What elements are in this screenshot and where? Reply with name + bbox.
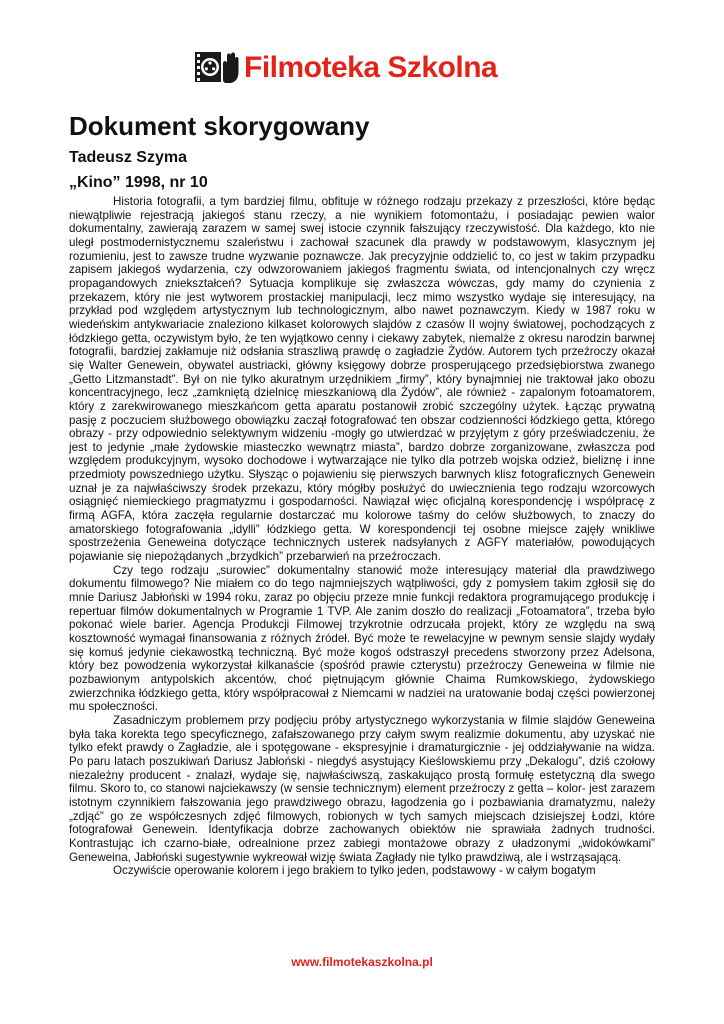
paragraph-1: Historia fotografii, a tym bardziej filmu, obfituje w różnego rodzaju przekazy z przeszłości, które będąc niewątpliwie rejestracją jakiegoś stanu rzeczy, a nie wynikiem fotomontażu, i posiadając pewien walor dokumentalny, zawierają zarazem w samej swej istocie czynnik fałszujący rzeczywistość. Dla każdego, kto nie uległ postmodernistycznemu szaleństwu i zachował szacunek dla prawdy w podstawowym, klasycznym jej rozumieniu, jest to zawsze trudne wyzwanie poznawcze. Jak precyzyjnie oddzielić to, co jest w takim przypadku zapisem jakiegoś wydarzenia, czy odwzorowaniem jakiegoś fragmentu świata, od intencjonalnych czy wręcz propagandowych zniekształceń? Sytuacja komplikuje się zwłaszcza wówczas, gdy mamy do czynienia z przekazem, który nie jest wytworem prostackiej manipulacji, lecz mimo wszystko wydaje się interesujący, na przykład pod względem artystycznym lub technologicznym, albo nawet poznawczym. Kiedy w 1987 roku w wiedeńskim antykwariacie znaleziono kilkaset kolorowych slajdów z czasów II wojny światowej, pochodzących z łódzkiego getta, oczywistym było, że ten wyjątkowo cenny i ciekawy zabytek, niemalże z okresu narodzin barwnej fotografii, bardziej zakłamuje niż odsłania straszliwą prawdę o zagładzie Żydów. Autorem tych przeźroczy okazał się Walter Genewein, obywatel austriacki, główny księgowy dobrze prosperującego przedsiębiorstwa zwanego „Getto Litzmanstadt”. Był on nie tylko akuratnym urzędnikiem „firmy”, który bynajmniej nie traktował jako obozu koncentracyjnego, lecz „zamkniętą dzielnicę mieszkaniową dla Żydów”, ale również - zapalonym fotoamatorem, który z zarekwirowanego mieszkańcom getta aparatu postanowił zrobić szczególny użytek. Łącząc prywatną pasję z poczuciem służbowego obowiązku zaczął fotografować ten obszar codzienności łódzkiego getta, którego obrazy - przy odpowiednio selektywnym widzeniu -mogły go utwierdzać w przyjętym z góry przeświadczeniu, że jest to jedynie „małe żydowskie miasteczko wewnątrz miasta”, bardzo dobrze zorganizowane, zwłaszcza pod względem produkcyjnym, wysoko dochodowe i wytwarzające nie tylko dla potrzeb wojska odzież, bieliznę i inne przedmioty powszedniego użytku. Słysząc o pojawieniu się pierwszych barwnych klisz fotograficznych Genewein uznał je za najwłaściwszy środek przekazu, który mógłby posłużyć do uwiecznienia tego rodzaju wzorcowych osiągnięć niemieckiego pragmatyzmu i gospodarności. Nawiązał więc oficjalną korespondencję i współpracę z firmą AGFA, która zaczęła regularnie dostarczać mu kolorowe taśmy do celów służbowych, to znaczy do amatorskiego fotografowania „idylli” łódzkiego getta. W korespondencji tej osobne miejsce zajęły wnikliwe spostrzeżenia Geneweina dotyczące technicznych usterek nadsyłanych z AGFY materiałów, powodujących pojawianie się niepożądanych „brzydkich” przebarwień na przeźroczach.: [69, 195, 655, 564]
paragraph-2: Czy tego rodzaju „surowiec” dokumentalny stanowić może interesujący materiał dla prawdziwego dokumentu filmowego? Nie miałem co do tego najmniejszych wątpliwości, gdy z pomysłem takim zgłosił się do mnie Dariusz Jabłoński w 1994 roku, zaraz po objęciu przeze mnie funkcji redaktora programującego produkcję i repertuar filmów dokumentalnych w Programie 1 TVP. Ale zanim doszło do realizacji „Fotoamatora”, trzeba było pokonać wiele barier. Agencja Produkcji Filmowej trzykrotnie odrzucała projekt, który ze względu na swą kosztowność wymagał finansowania z różnych źródeł. Być może te rewelacyjne w pewnym sensie slajdy wydały się komuś jedynie ciekawostką techniczną. Być może kogoś odstraszył precedens stworzony przez Adelsona, który bez powodzenia wykorzystał kilkanaście (spośród prawie czterystu) przeźroczy Geneweina w filmie nie pozbawionym antypolskich akcentów, choć piętnującym głównie Chaima Rumkowskiego, żydowskiego zwierzchnika łódzkiego getta, który współpracował z Niemcami w nadziei na uratowanie bodaj części powierzonej mu społeczności.: [69, 563, 655, 714]
film-reel-hand-icon: [192, 50, 240, 86]
article-source: „Kino” 1998, nr 10: [69, 174, 208, 191]
article-title: Dokument skorygowany: [69, 111, 370, 141]
brand-logo-text: Filmoteka Szkolna: [244, 51, 498, 84]
article-author: Tadeusz Szyma: [69, 149, 187, 166]
site-header: [192, 48, 497, 88]
article-body: [69, 195, 655, 878]
paragraph-4: Oczywiście operowanie kolorem i jego brakiem to tylko jeden, podstawowy - w całym bogatym: [113, 864, 596, 878]
footer-website-link[interactable]: www.filmotekaszkolna.pl: [291, 955, 433, 969]
paragraph-3: Zasadniczym problemem przy podjęciu próby artystycznego wykorzystania w filmie slajdów Geneweina była taka korekta tego specyficznego, zafałszowanego przy całym swym realizmie dokumentu, aby uzyskać nie tylko efekt prawdy o Zagładzie, ale i spotęgowane - ekspresyjnie i dramaturgicznie - jej oddziaływanie na widza. Po paru latach poszukiwań Dariusz Jabłoński - niegdyś asystujący Kieślowskiemu przy „Dekalogu”, dziś czołowy niezależny producent - znalazł, wydaje się, najwłaściwszą, zaskakująco prostą formułę estetyczną dla swego filmu. Skoro to, co stanowi najciekawszy (w sensie technicznym) element przeźroczy z getta – kolor- jest zarazem istotnym czynnikiem fałszowania jego prawdziwego obrazu, łagodzenia go i pozbawiania dramatyzmu, należy „zdjąć” go ze współczesnych zdjęć filmowych, robionych w tych samych miejscach dzisiejszej Łodzi, które fotografował Genewein. Identyfikacja dobrze zachowanych obiektów nie sprawiała żadnych trudności. Kontrastując ich czarno-białe, odrealnione przez zabiegi montażowe obrazy z uładzonymi „widokówkami” Geneweina, Jabłoński sugestywnie wykreował wizję świata Zagłady nie tylko prawdziwą, ale i wstrząsającą.: [69, 713, 655, 864]
